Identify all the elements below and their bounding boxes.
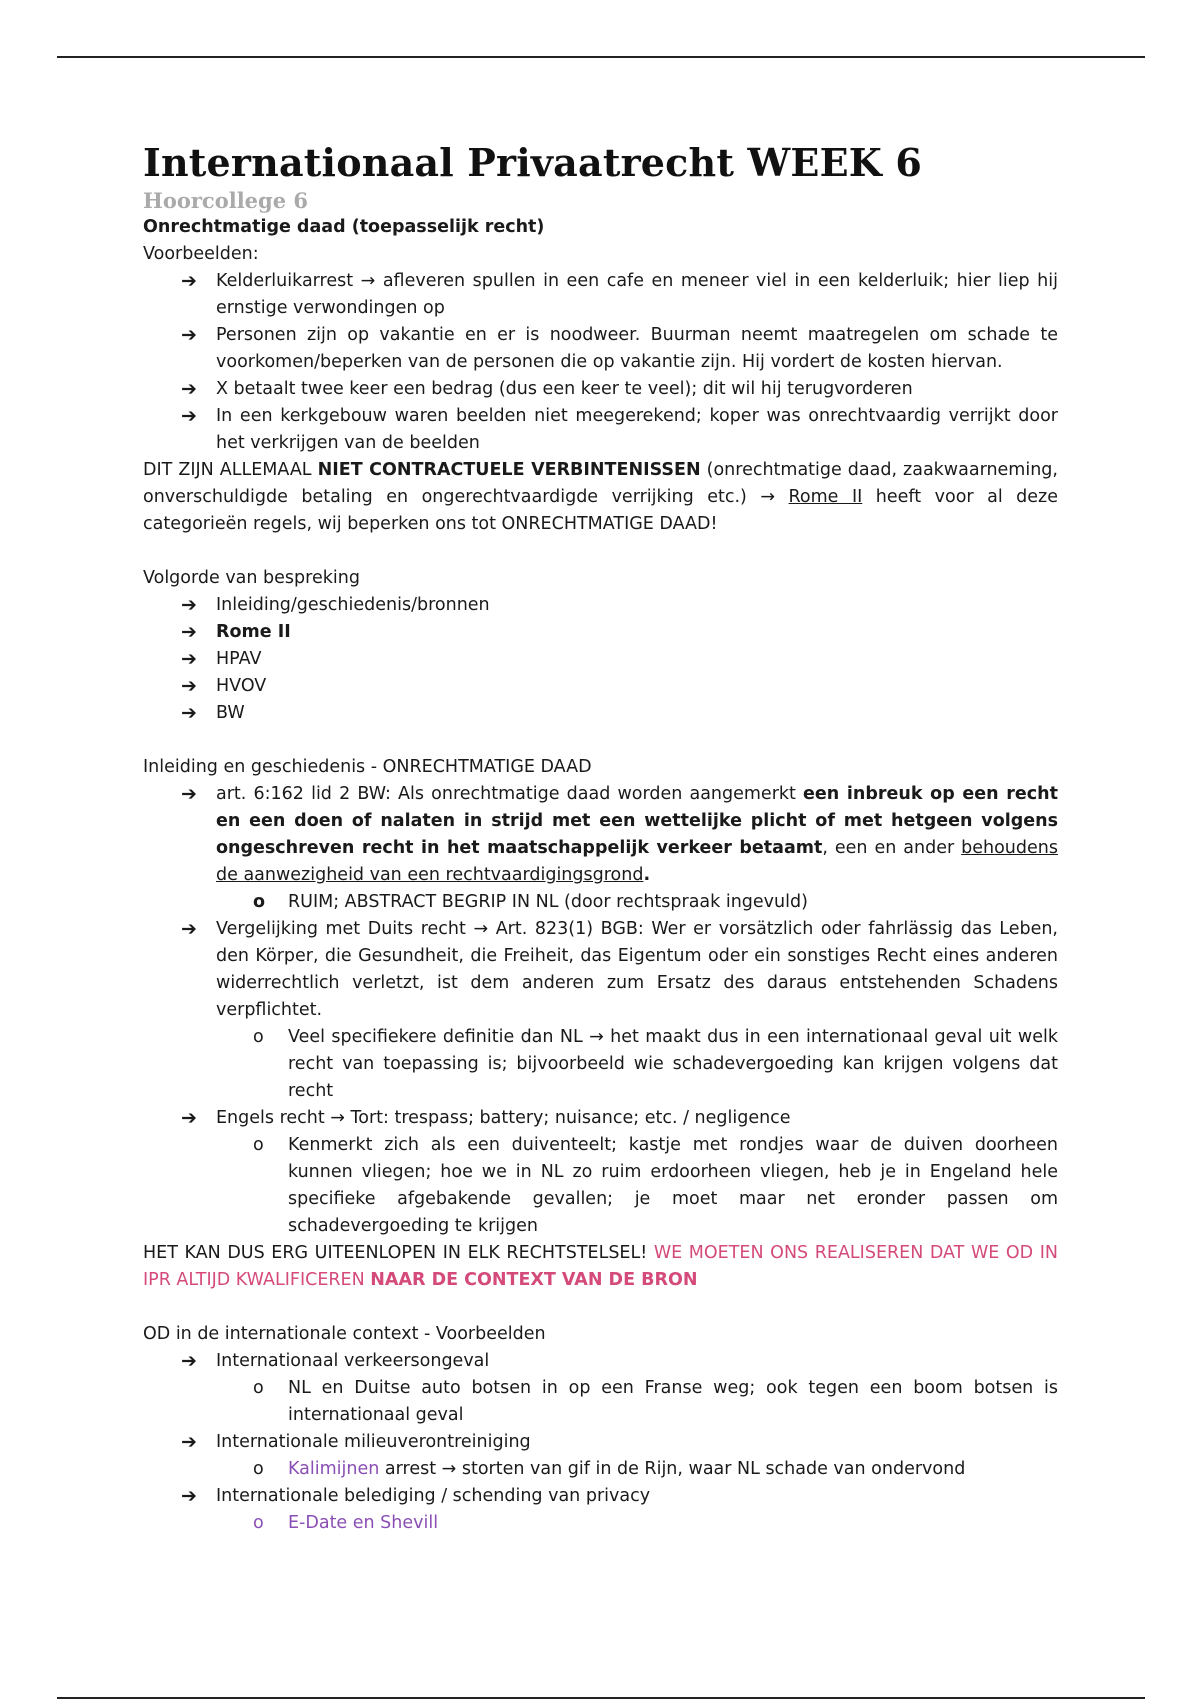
list-item: ➔ Internationale belediging / schending van privacy	[143, 1483, 1058, 1510]
arrow-bullet-icon: ➔	[181, 594, 197, 616]
arrow-bullet-icon: ➔	[181, 918, 197, 940]
section-heading-order: Volgorde van bespreking	[143, 568, 360, 588]
circle-bullet-icon: o	[253, 1135, 264, 1155]
sub-list-item	[143, 1510, 1058, 1537]
arrow-bullet-icon: ➔	[181, 270, 197, 292]
page-subtitle: Hoorcollege 6	[143, 188, 308, 213]
document-page	[143, 138, 1058, 1537]
list-item: ➔ Rome II	[143, 619, 1058, 646]
arrow-bullet-icon: ➔	[181, 1107, 197, 1129]
summary-paragraph: DIT ZIJN ALLEMAAL NIET CONTRACTUELE VERBINTENISSEN (onrechtmatige daad, zaakwaarneming, onverschuldigde betaling en ongerechtvaardigde verrijking etc.) → Rome II heeft voor al deze categorieën regels, wij beperken ons tot ONRECHTMATIGE DAAD!	[143, 460, 1059, 534]
arrow-bullet-icon: ➔	[181, 405, 197, 427]
arrow-icon: →	[760, 487, 776, 507]
list-item: ➔ In een kerkgebouw waren beelden niet meegerekend; koper was onrechtvaardig verrijkt door het verkrijgen van de beelden	[181, 405, 1058, 453]
arrow-bullet-icon: ➔	[181, 324, 197, 346]
arrow-icon: →	[589, 1027, 604, 1047]
sub-list-item: o Veel specifiekere definitie dan NL → het maakt dus in een internationaal geval uit welk recht van toepassing is; bijvoorbeeld wie schadevergoeding kan krijgen volgens dat recht	[143, 1024, 1058, 1105]
sub-list-item: o Kalimijnen arrest → storten van gif in de Rijn, waar NL schade van ondervond	[143, 1456, 1058, 1483]
arrow-bullet-icon: ➔	[181, 378, 197, 400]
list-item: ➔ Inleiding/geschiedenis/bronnen	[143, 592, 1058, 619]
arrow-bullet-icon: ➔	[181, 621, 197, 643]
section-heading-intro: Inleiding en geschiedenis - ONRECHTMATIGE DAAD	[143, 757, 592, 777]
arrow-bullet-icon: ➔	[181, 1350, 197, 1372]
sub-list-item: o RUIM; ABSTRACT BEGRIP IN NL (door rechtspraak ingevuld)	[143, 889, 1058, 916]
edate-shevill-reference: E-Date en Shevill	[288, 1513, 439, 1533]
examples-intro: Voorbeelden:	[143, 244, 259, 264]
list-item: ➔ art. 6:162 lid 2 BW: Als onrechtmatige daad worden aangemerkt een inbreuk op een recht en een doen of nalaten in strijd met een wettelijke plicht of met hetgeen volgens ongeschreven recht in het maatschappelijk verkeer betaamt, een en ander behoudens de aanwezigheid van een rechtvaardigingsgrond.	[181, 783, 1058, 885]
list-item: ➔ Vergelijking met Duits recht → Art. 823(1) BGB: Wer er vorsätzlich oder fahrlässig das Leben, den Körper, die Gesundheit, die Freiheit, das Eigentum oder ein sonstiges Recht eines anderen widerrechtlich verletzt, ist dem anderen zum Ersatz des daraus entstehenden Schadens verpflichtet.	[181, 918, 1058, 1020]
list-item: ➔ Engels recht → Tort: trespass; battery; nuisance; etc. / negligence	[143, 1105, 1058, 1132]
list-item: ➔ HVOV	[143, 673, 1058, 700]
list-item: ➔ Personen zijn op vakantie en er is noodweer. Buurman neemt maatregelen om schade te voorkomen/beperken van de personen die op vakantie zijn. Hij vordert de kosten hiervan.	[181, 324, 1058, 372]
list-item: ➔ Internationale milieuverontreiniging	[143, 1429, 1058, 1456]
rome-ii-reference: Rome II	[788, 487, 863, 507]
circle-bullet-icon: o	[253, 1459, 264, 1479]
arrow-icon: →	[473, 919, 489, 939]
list-item: ➔ Kelderluikarrest → afleveren spullen in een cafe en meneer viel in een kelderluik; hier liep hij ernstige verwondingen op	[181, 270, 1058, 318]
bottom-rule	[57, 1697, 1145, 1699]
arrow-bullet-icon: ➔	[181, 1485, 197, 1507]
sub-list-item: o Kenmerkt zich als een duiventeelt; kastje met rondjes waar de duiven doorheen kunnen vliegen; hoe we in NL zo ruim erdoorheen vliegen, heb je in Engeland hele specifieke afgebakende gevallen; je moet maar net eronder passen om schadevergoeding te krijgen	[143, 1132, 1058, 1240]
circle-bullet-icon: o	[253, 1513, 264, 1533]
circle-bullet-icon: o	[253, 1378, 264, 1398]
arrow-bullet-icon: ➔	[181, 648, 197, 670]
kalimijnen-reference: Kalimijnen	[288, 1459, 380, 1479]
list-item: ➔ HPAV	[143, 646, 1058, 673]
section-heading-international: OD in de internationale context - Voorbeelden	[143, 1324, 546, 1344]
section-heading-od: Onrechtmatige daad (toepasselijk recht)	[143, 217, 545, 237]
circle-bullet-icon: o	[253, 1027, 264, 1047]
circle-bullet-icon: o	[253, 892, 266, 912]
arrow-bullet-icon: ➔	[181, 702, 197, 724]
arrow-icon: →	[330, 1108, 345, 1128]
list-item: ➔ X betaalt twee keer een bedrag (dus een keer te veel); dit wil hij terugvorderen	[143, 376, 1058, 403]
page-title: Internationaal Privaatrecht WEEK 6	[143, 140, 923, 185]
arrow-icon: →	[441, 1459, 457, 1479]
list-item: ➔ Internationaal verkeersongeval	[143, 1348, 1058, 1375]
arrow-bullet-icon: ➔	[181, 675, 197, 697]
sub-list-item: o NL en Duitse auto botsen in op een Franse weg; ook tegen een boom botsen is internationaal geval	[143, 1375, 1058, 1429]
list-item: ➔ BW	[143, 700, 1058, 727]
arrow-icon: →	[360, 271, 376, 291]
arrow-bullet-icon: ➔	[181, 1431, 197, 1453]
arrow-bullet-icon: ➔	[181, 783, 197, 805]
closing-statement: HET KAN DUS ERG UITEENLOPEN IN ELK RECHTSTELSEL! WE MOETEN ONS REALISEREN DAT WE OD IN IPR ALTIJD KWALIFICEREN NAAR DE CONTEXT VAN DE BRON	[143, 1243, 1058, 1290]
top-rule	[57, 56, 1145, 58]
